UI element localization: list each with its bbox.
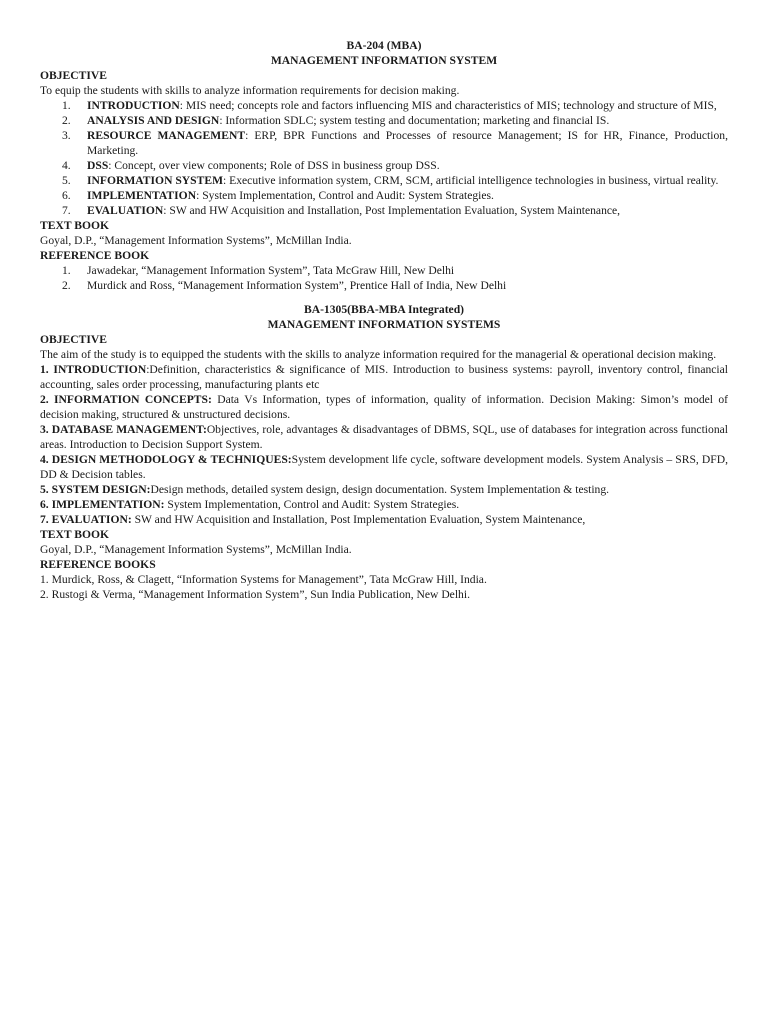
unit-text: Design methods, detailed system design, design documentation. System Implementation & testing. xyxy=(150,483,610,496)
unit-heading: 1. INTRODUCTION xyxy=(40,363,147,376)
unit-text: :Definition, characteristics & significance of MIS. Introduction to business systems: payroll, inventory control, financial accounting, sales order processing, manufacturing plants etc xyxy=(40,363,729,391)
topic-item: 2. ANALYSIS AND DESIGN: Information SDLC; system testing and documentation; marketing and financial IS. xyxy=(62,114,610,127)
reference-item: 2. Murdick and Ross, “Management Information System”, Prentice Hall of India, New Delhi xyxy=(62,279,507,292)
objective-heading: OBJECTIVE xyxy=(40,69,108,82)
topic-text: : MIS need; concepts role and factors influencing MIS and characteristics of MIS; technology and structure of MIS, xyxy=(179,99,717,112)
unit-item xyxy=(40,452,728,482)
topic-heading: EVALUATION xyxy=(87,204,164,217)
objective-text: The aim of the study is to equipped the students with the skills to analyze information required for the managerial & operational decision making. xyxy=(40,348,717,361)
textbook-heading: TEXT BOOK xyxy=(40,528,110,541)
topic-heading: ANALYSIS AND DESIGN xyxy=(87,114,220,127)
unit-item xyxy=(40,512,728,527)
topic-text: : ERP, BPR Functions and Processes of resource Management; IS for HR, Finance, Production, Marketing. xyxy=(87,129,728,157)
unit-heading: 6. IMPLEMENTATION: xyxy=(40,498,165,511)
topic-text: : Information SDLC; system testing and documentation; marketing and financial IS. xyxy=(219,114,610,127)
topic-text: : Concept, over view components; Role of DSS in business group DSS. xyxy=(108,159,440,172)
topic-text: : System Implementation, Control and Audit: System Strategies. xyxy=(196,189,494,202)
topic-text: : SW and HW Acquisition and Installation, Post Implementation Evaluation, System Maintenance, xyxy=(163,204,621,217)
reference-heading: REFERENCE BOOKS xyxy=(40,558,156,571)
unit-heading: 4. DESIGN METHODOLOGY & TECHNIQUES: xyxy=(40,453,292,466)
syllabus-page xyxy=(40,38,728,602)
unit-item xyxy=(40,422,728,452)
unit-text: System development life cycle, software development models. System Analysis – SRS, DFD, DD & Decision tables. xyxy=(40,453,728,481)
course-title-ba204: MANAGEMENT INFORMATION SYSTEM xyxy=(270,54,498,67)
unit-text: SW and HW Acquisition and Installation, Post Implementation Evaluation, System Maintenance, xyxy=(131,513,586,526)
unit-text: System Implementation, Control and Audit: System Strategies. xyxy=(164,498,460,511)
reference-item: 1. Murdick, Ross, & Clagett, “Information Systems for Management”, Tata McGraw Hill, India. xyxy=(40,573,487,586)
topic-heading: INFORMATION SYSTEM xyxy=(87,174,224,187)
objective-heading: OBJECTIVE xyxy=(40,333,108,346)
textbook-heading: TEXT BOOK xyxy=(40,219,110,232)
unit-heading: 2. INFORMATION CONCEPTS: xyxy=(40,393,212,406)
textbook-entry: Goyal, D.P., “Management Information Systems”, McMillan India. xyxy=(40,234,352,247)
section-spacer xyxy=(40,293,728,302)
topic-list xyxy=(40,98,728,218)
topic-item: 5. INFORMATION SYSTEM: Executive information system, CRM, SCM, artificial intelligence technologies in business, virtual reality. xyxy=(62,174,719,187)
topic-text: : Executive information system, CRM, SCM, artificial intelligence technologies in business, virtual reality. xyxy=(223,174,719,187)
reference-item: 1. Jawadekar, “Management Information System”, Tata McGraw Hill, New Delhi xyxy=(62,264,455,277)
unit-text: Data Vs Information, types of information, quality of information. Decision Making: Simon’s model of decision making, structured & unstructured decisions. xyxy=(40,393,728,421)
topic-item: 3. RESOURCE MANAGEMENT: ERP, BPR Functions and Processes of resource Management; IS for HR, Finance, Production, Marketing. xyxy=(62,129,728,157)
topic-heading: RESOURCE MANAGEMENT xyxy=(87,129,246,142)
topic-heading: INTRODUCTION xyxy=(87,99,180,112)
unit-item xyxy=(40,362,728,392)
unit-item xyxy=(40,482,728,497)
topic-heading: DSS xyxy=(87,159,109,172)
objective-text: To equip the students with skills to analyze information requirements for decision making. xyxy=(40,84,460,97)
unit-item xyxy=(40,392,728,422)
topic-item: 7. EVALUATION: SW and HW Acquisition and Installation, Post Implementation Evaluation, System Maintenance, xyxy=(62,204,621,217)
course-code-ba204: BA-204 (MBA) xyxy=(346,39,422,52)
course-title-ba1305: MANAGEMENT INFORMATION SYSTEMS xyxy=(267,318,501,331)
unit-heading: 5. SYSTEM DESIGN: xyxy=(40,483,151,496)
unit-text: Objectives, role, advantages & disadvantages of DBMS, SQL, use of databases for integration across functional areas. Introduction to Decision Support System. xyxy=(40,423,728,451)
topic-item: 4. DSS: Concept, over view components; Role of DSS in business group DSS. xyxy=(62,159,440,172)
textbook-entry: Goyal, D.P., “Management Information Systems”, McMillan India. xyxy=(40,543,352,556)
topic-item: 6. IMPLEMENTATION: System Implementation, Control and Audit: System Strategies. xyxy=(62,189,494,202)
unit-heading: 7. EVALUATION: xyxy=(40,513,132,526)
reference-heading: REFERENCE BOOK xyxy=(40,249,150,262)
unit-heading: 3. DATABASE MANAGEMENT: xyxy=(40,423,207,436)
course-code-ba1305: BA-1305(BBA-MBA Integrated) xyxy=(303,303,465,316)
topic-heading: IMPLEMENTATION xyxy=(87,189,197,202)
unit-item xyxy=(40,497,728,512)
reference-list xyxy=(40,263,728,293)
topic-item: 1. INTRODUCTION: MIS need; concepts role and factors influencing MIS and characteristics of MIS; technology and structure of MIS, xyxy=(62,99,717,112)
reference-item: 2. Rustogi & Verma, “Management Information System”, Sun India Publication, New Delhi. xyxy=(40,588,470,601)
